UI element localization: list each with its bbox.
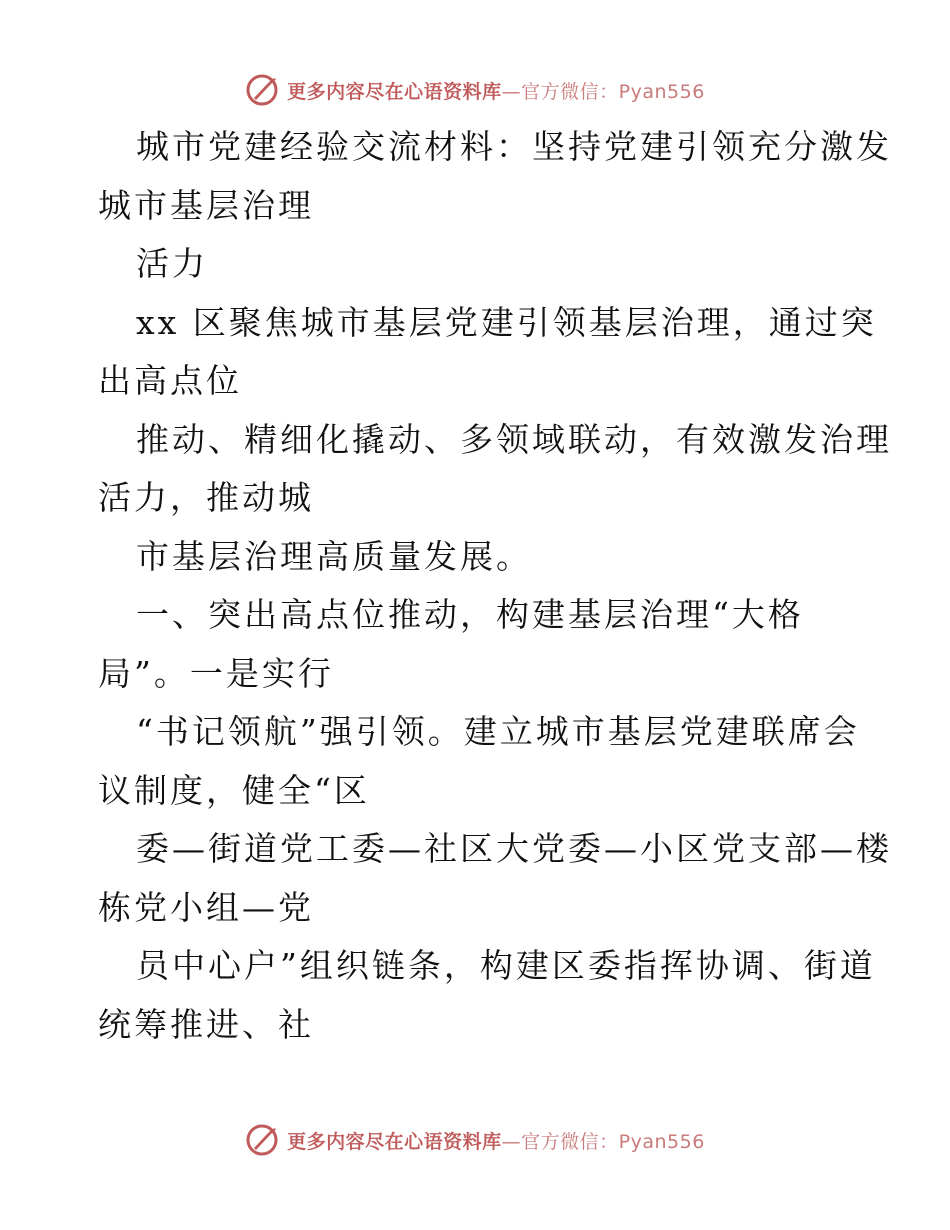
watermark-brand: 更多内容尽在心语资料库	[287, 80, 502, 103]
document-line: 市基层治理高质量发展。	[136, 536, 532, 576]
watermark-brand: 更多内容尽在心语资料库	[287, 1130, 502, 1153]
document-line: 局”。一是实行	[98, 653, 334, 693]
watermark-separator: —	[501, 1130, 522, 1153]
document-line: 栋党小组—党	[98, 887, 314, 927]
document-line: 一、突出高点位推动，构建基层治理“大格	[136, 595, 804, 634]
header-watermark	[0, 70, 950, 110]
document-line: “书记领航”强引领。建立城市基层党建联席会	[136, 712, 860, 751]
document-body	[98, 118, 892, 1054]
document-line: 议制度，健全“区	[98, 770, 370, 810]
quill-pen-logo-icon	[245, 1123, 279, 1157]
document-line: 委—街道党工委—社区大党委—小区党支部—楼	[136, 829, 892, 868]
footer-watermark	[0, 1120, 950, 1160]
watermark-contact: 官方微信：Pyan556	[521, 1130, 705, 1153]
watermark-text	[287, 77, 705, 104]
watermark-separator: —	[501, 80, 522, 103]
document-line: 推动、精细化撬动、多领域联动，有效激发治理	[136, 419, 892, 459]
quill-pen-logo-icon	[245, 73, 279, 107]
document-line: 城市基层治理	[98, 185, 314, 225]
document-line: 出高点位	[98, 361, 242, 400]
watermark-text	[287, 1127, 705, 1154]
document-line: 活力，推动城	[98, 478, 314, 517]
document-line: 城市党建经验交流材料：坚持党建引领充分激发	[136, 127, 892, 166]
document-line: 活力	[136, 244, 208, 283]
document-line: xx 区聚焦城市基层党建引领基层治理，通过突	[136, 302, 877, 342]
watermark-contact: 官方微信：Pyan556	[521, 80, 705, 103]
document-line: 统筹推进、社	[98, 1004, 314, 1044]
document-line: 员中心户”组织链条，构建区委指挥协调、街道	[136, 946, 876, 985]
